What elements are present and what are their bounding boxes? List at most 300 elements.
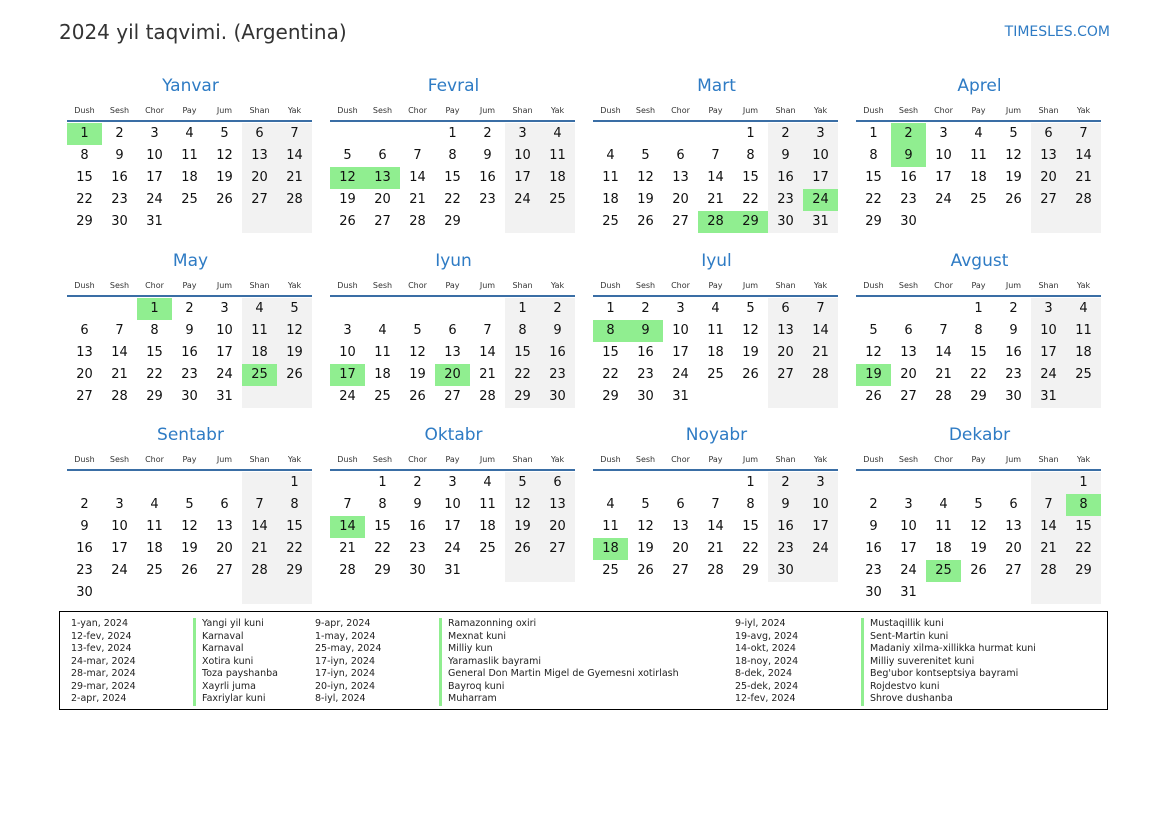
day-cell[interactable]: 13	[1031, 145, 1066, 167]
day-cell[interactable]: 23	[768, 538, 803, 560]
day-cell[interactable]: 20	[1005, 541, 1022, 556]
day-cell[interactable]: 9	[540, 320, 575, 342]
day-cell[interactable]: 18	[1066, 342, 1101, 364]
day-cell[interactable]: 28	[111, 389, 128, 404]
day-cell[interactable]: 5	[220, 126, 229, 141]
day-cell[interactable]: 1	[378, 475, 387, 490]
holiday-day-cell[interactable]: 24	[803, 189, 838, 211]
day-cell[interactable]: 13	[540, 494, 575, 516]
day-cell[interactable]: 24	[803, 538, 838, 560]
day-cell[interactable]: 4	[483, 475, 492, 490]
day-cell[interactable]: 12	[637, 519, 654, 534]
day-cell[interactable]: 11	[181, 148, 198, 163]
day-cell[interactable]: 7	[115, 323, 124, 338]
day-cell[interactable]: 2	[80, 497, 89, 512]
day-cell[interactable]: 19	[637, 541, 654, 556]
day-cell[interactable]: 3	[505, 123, 540, 145]
day-cell[interactable]: 21	[707, 192, 724, 207]
day-cell[interactable]: 26	[1005, 192, 1022, 207]
day-cell[interactable]: 1	[606, 301, 615, 316]
day-cell[interactable]: 13	[1005, 519, 1022, 534]
day-cell[interactable]: 30	[637, 389, 654, 404]
day-cell[interactable]: 3	[150, 126, 159, 141]
day-cell[interactable]: 8	[869, 148, 878, 163]
day-cell[interactable]: 6	[378, 148, 387, 163]
day-cell[interactable]: 28	[277, 189, 312, 211]
day-cell[interactable]: 17	[1031, 342, 1066, 364]
day-cell[interactable]: 19	[216, 170, 233, 185]
day-cell[interactable]: 6	[904, 323, 913, 338]
day-cell[interactable]: 18	[374, 367, 391, 382]
day-cell[interactable]: 28	[409, 214, 426, 229]
holiday-day-cell[interactable]: 9	[628, 320, 663, 342]
day-cell[interactable]: 14	[277, 145, 312, 167]
day-cell[interactable]: 11	[1066, 320, 1101, 342]
day-cell[interactable]: 5	[413, 323, 422, 338]
day-cell[interactable]: 3	[115, 497, 124, 512]
day-cell[interactable]: 10	[900, 519, 917, 534]
day-cell[interactable]: 12	[865, 345, 882, 360]
day-cell[interactable]: 21	[277, 167, 312, 189]
day-cell[interactable]: 14	[409, 170, 426, 185]
day-cell[interactable]: 26	[409, 389, 426, 404]
day-cell[interactable]: 2	[1009, 301, 1018, 316]
day-cell[interactable]: 30	[768, 560, 803, 582]
day-cell[interactable]: 12	[1005, 148, 1022, 163]
day-cell[interactable]: 22	[970, 367, 987, 382]
day-cell[interactable]: 13	[672, 170, 689, 185]
day-cell[interactable]: 5	[746, 301, 755, 316]
day-cell[interactable]: 13	[900, 345, 917, 360]
day-cell[interactable]: 14	[1066, 145, 1101, 167]
day-cell[interactable]: 11	[540, 145, 575, 167]
day-cell[interactable]: 22	[602, 367, 619, 382]
day-cell[interactable]: 21	[935, 367, 952, 382]
day-cell[interactable]: 7	[277, 123, 312, 145]
day-cell[interactable]: 8	[505, 320, 540, 342]
day-cell[interactable]: 27	[444, 389, 461, 404]
day-cell[interactable]: 8	[746, 497, 755, 512]
day-cell[interactable]: 23	[900, 192, 917, 207]
day-cell[interactable]: 10	[216, 323, 233, 338]
day-cell[interactable]: 27	[900, 389, 917, 404]
day-cell[interactable]: 27	[216, 563, 233, 578]
day-cell[interactable]: 23	[637, 367, 654, 382]
day-cell[interactable]: 10	[505, 145, 540, 167]
day-cell[interactable]: 1	[746, 126, 755, 141]
day-cell[interactable]: 15	[1066, 516, 1101, 538]
day-cell[interactable]: 9	[115, 148, 124, 163]
day-cell[interactable]: 17	[672, 345, 689, 360]
day-cell[interactable]: 12	[181, 519, 198, 534]
day-cell[interactable]: 25	[970, 192, 987, 207]
day-cell[interactable]: 4	[1066, 298, 1101, 320]
day-cell[interactable]: 19	[1005, 170, 1022, 185]
day-cell[interactable]: 2	[768, 472, 803, 494]
day-cell[interactable]: 14	[707, 170, 724, 185]
day-cell[interactable]: 28	[479, 389, 496, 404]
day-cell[interactable]: 30	[768, 211, 803, 233]
day-cell[interactable]: 9	[413, 497, 422, 512]
day-cell[interactable]: 5	[641, 148, 650, 163]
day-cell[interactable]: 25	[540, 189, 575, 211]
holiday-day-cell[interactable]: 17	[330, 364, 365, 386]
day-cell[interactable]: 30	[111, 214, 128, 229]
day-cell[interactable]: 8	[974, 323, 983, 338]
day-cell[interactable]: 3	[343, 323, 352, 338]
holiday-day-cell[interactable]: 20	[435, 364, 470, 386]
day-cell[interactable]: 5	[974, 497, 983, 512]
day-cell[interactable]: 27	[672, 563, 689, 578]
day-cell[interactable]: 4	[540, 123, 575, 145]
day-cell[interactable]: 27	[540, 538, 575, 560]
day-cell[interactable]: 22	[1066, 538, 1101, 560]
holiday-day-cell[interactable]: 12	[330, 167, 365, 189]
holiday-day-cell[interactable]: 19	[856, 364, 891, 386]
day-cell[interactable]: 12	[637, 170, 654, 185]
day-cell[interactable]: 28	[803, 364, 838, 386]
day-cell[interactable]: 17	[803, 516, 838, 538]
day-cell[interactable]: 22	[865, 192, 882, 207]
day-cell[interactable]: 11	[602, 519, 619, 534]
day-cell[interactable]: 26	[339, 214, 356, 229]
day-cell[interactable]: 16	[181, 345, 198, 360]
day-cell[interactable]: 15	[865, 170, 882, 185]
day-cell[interactable]: 2	[115, 126, 124, 141]
day-cell[interactable]: 12	[505, 494, 540, 516]
day-cell[interactable]: 8	[80, 148, 89, 163]
day-cell[interactable]: 8	[150, 323, 159, 338]
day-cell[interactable]: 1	[448, 126, 457, 141]
day-cell[interactable]: 7	[483, 323, 492, 338]
holiday-day-cell[interactable]: 29	[733, 211, 768, 233]
site-link[interactable]: TIMESLES.COM	[1004, 24, 1110, 40]
day-cell[interactable]: 1	[277, 472, 312, 494]
day-cell[interactable]: 23	[409, 541, 426, 556]
day-cell[interactable]: 17	[146, 170, 163, 185]
day-cell[interactable]: 12	[216, 148, 233, 163]
day-cell[interactable]: 25	[181, 192, 198, 207]
day-cell[interactable]: 14	[479, 345, 496, 360]
day-cell[interactable]: 24	[935, 192, 952, 207]
holiday-day-cell[interactable]: 14	[330, 516, 365, 538]
day-cell[interactable]: 4	[606, 148, 615, 163]
day-cell[interactable]: 26	[865, 389, 882, 404]
day-cell[interactable]: 20	[900, 367, 917, 382]
day-cell[interactable]: 1	[505, 298, 540, 320]
day-cell[interactable]: 11	[970, 148, 987, 163]
day-cell[interactable]: 9	[768, 145, 803, 167]
day-cell[interactable]: 22	[374, 541, 391, 556]
day-cell[interactable]: 29	[444, 214, 461, 229]
day-cell[interactable]: 26	[277, 364, 312, 386]
day-cell[interactable]: 22	[444, 192, 461, 207]
day-cell[interactable]: 23	[76, 563, 93, 578]
day-cell[interactable]: 17	[505, 167, 540, 189]
day-cell[interactable]: 24	[111, 563, 128, 578]
day-cell[interactable]: 26	[970, 563, 987, 578]
day-cell[interactable]: 23	[1005, 367, 1022, 382]
day-cell[interactable]: 6	[1009, 497, 1018, 512]
day-cell[interactable]: 6	[448, 323, 457, 338]
day-cell[interactable]: 13	[444, 345, 461, 360]
day-cell[interactable]: 26	[637, 563, 654, 578]
day-cell[interactable]: 21	[409, 192, 426, 207]
day-cell[interactable]: 20	[76, 367, 93, 382]
day-cell[interactable]: 19	[277, 342, 312, 364]
day-cell[interactable]: 7	[242, 494, 277, 516]
day-cell[interactable]: 17	[444, 519, 461, 534]
day-cell[interactable]: 16	[768, 167, 803, 189]
day-cell[interactable]: 27	[672, 214, 689, 229]
day-cell[interactable]: 1	[869, 126, 878, 141]
day-cell[interactable]: 18	[479, 519, 496, 534]
day-cell[interactable]: 6	[676, 497, 685, 512]
day-cell[interactable]: 31	[444, 563, 461, 578]
day-cell[interactable]: 26	[216, 192, 233, 207]
day-cell[interactable]: 22	[505, 364, 540, 386]
day-cell[interactable]: 15	[970, 345, 987, 360]
day-cell[interactable]: 7	[343, 497, 352, 512]
day-cell[interactable]: 7	[1066, 123, 1101, 145]
day-cell[interactable]: 2	[413, 475, 422, 490]
holiday-day-cell[interactable]: 8	[593, 320, 628, 342]
day-cell[interactable]: 12	[970, 519, 987, 534]
day-cell[interactable]: 31	[216, 389, 233, 404]
day-cell[interactable]: 4	[974, 126, 983, 141]
day-cell[interactable]: 8	[448, 148, 457, 163]
day-cell[interactable]: 24	[900, 563, 917, 578]
day-cell[interactable]: 11	[374, 345, 391, 360]
day-cell[interactable]: 2	[869, 497, 878, 512]
day-cell[interactable]: 15	[742, 519, 759, 534]
day-cell[interactable]: 7	[413, 148, 422, 163]
day-cell[interactable]: 19	[339, 192, 356, 207]
day-cell[interactable]: 17	[900, 541, 917, 556]
day-cell[interactable]: 6	[1031, 123, 1066, 145]
day-cell[interactable]: 20	[672, 541, 689, 556]
day-cell[interactable]: 24	[444, 541, 461, 556]
day-cell[interactable]: 9	[1009, 323, 1018, 338]
day-cell[interactable]: 27	[1005, 563, 1022, 578]
day-cell[interactable]: 14	[803, 320, 838, 342]
day-cell[interactable]: 21	[242, 538, 277, 560]
day-cell[interactable]: 22	[742, 541, 759, 556]
day-cell[interactable]: 19	[637, 192, 654, 207]
day-cell[interactable]: 14	[707, 519, 724, 534]
day-cell[interactable]: 21	[803, 342, 838, 364]
day-cell[interactable]: 20	[540, 516, 575, 538]
day-cell[interactable]: 27	[1031, 189, 1066, 211]
day-cell[interactable]: 3	[803, 123, 838, 145]
day-cell[interactable]: 31	[672, 389, 689, 404]
day-cell[interactable]: 13	[216, 519, 233, 534]
day-cell[interactable]: 16	[409, 519, 426, 534]
day-cell[interactable]: 5	[1009, 126, 1018, 141]
day-cell[interactable]: 7	[1031, 494, 1066, 516]
day-cell[interactable]: 3	[448, 475, 457, 490]
day-cell[interactable]: 23	[479, 192, 496, 207]
day-cell[interactable]: 7	[939, 323, 948, 338]
day-cell[interactable]: 10	[146, 148, 163, 163]
day-cell[interactable]: 6	[768, 298, 803, 320]
day-cell[interactable]: 27	[374, 214, 391, 229]
day-cell[interactable]: 24	[505, 189, 540, 211]
day-cell[interactable]: 9	[80, 519, 89, 534]
day-cell[interactable]: 24	[146, 192, 163, 207]
day-cell[interactable]: 6	[676, 148, 685, 163]
day-cell[interactable]: 16	[540, 342, 575, 364]
holiday-day-cell[interactable]: 13	[365, 167, 400, 189]
day-cell[interactable]: 30	[900, 214, 917, 229]
day-cell[interactable]: 1	[746, 475, 755, 490]
day-cell[interactable]: 15	[76, 170, 93, 185]
day-cell[interactable]: 31	[1031, 386, 1066, 408]
day-cell[interactable]: 11	[707, 323, 724, 338]
day-cell[interactable]: 15	[374, 519, 391, 534]
day-cell[interactable]: 29	[602, 389, 619, 404]
day-cell[interactable]: 10	[672, 323, 689, 338]
day-cell[interactable]: 26	[505, 538, 540, 560]
day-cell[interactable]: 23	[768, 189, 803, 211]
day-cell[interactable]: 27	[76, 389, 93, 404]
day-cell[interactable]: 30	[540, 386, 575, 408]
day-cell[interactable]: 25	[146, 563, 163, 578]
day-cell[interactable]: 18	[602, 192, 619, 207]
day-cell[interactable]: 23	[865, 563, 882, 578]
day-cell[interactable]: 29	[970, 389, 987, 404]
day-cell[interactable]: 22	[146, 367, 163, 382]
day-cell[interactable]: 8	[746, 148, 755, 163]
day-cell[interactable]: 20	[216, 541, 233, 556]
day-cell[interactable]: 29	[1066, 560, 1101, 582]
day-cell[interactable]: 4	[185, 126, 194, 141]
day-cell[interactable]: 13	[768, 320, 803, 342]
day-cell[interactable]: 16	[1005, 345, 1022, 360]
day-cell[interactable]: 11	[935, 519, 952, 534]
day-cell[interactable]: 13	[242, 145, 277, 167]
day-cell[interactable]: 4	[378, 323, 387, 338]
day-cell[interactable]: 14	[111, 345, 128, 360]
day-cell[interactable]: 15	[444, 170, 461, 185]
day-cell[interactable]: 5	[641, 497, 650, 512]
day-cell[interactable]: 16	[900, 170, 917, 185]
day-cell[interactable]: 27	[242, 189, 277, 211]
holiday-day-cell[interactable]: 8	[1066, 494, 1101, 516]
day-cell[interactable]: 24	[672, 367, 689, 382]
day-cell[interactable]: 10	[803, 494, 838, 516]
day-cell[interactable]: 12	[409, 345, 426, 360]
day-cell[interactable]: 16	[479, 170, 496, 185]
day-cell[interactable]: 5	[869, 323, 878, 338]
day-cell[interactable]: 26	[181, 563, 198, 578]
holiday-day-cell[interactable]: 9	[891, 145, 926, 167]
day-cell[interactable]: 30	[181, 389, 198, 404]
day-cell[interactable]: 21	[1031, 538, 1066, 560]
day-cell[interactable]: 25	[602, 214, 619, 229]
day-cell[interactable]: 28	[1066, 189, 1101, 211]
day-cell[interactable]: 28	[1031, 560, 1066, 582]
day-cell[interactable]: 18	[970, 170, 987, 185]
day-cell[interactable]: 9	[869, 519, 878, 534]
day-cell[interactable]: 21	[111, 367, 128, 382]
day-cell[interactable]: 29	[505, 386, 540, 408]
day-cell[interactable]: 18	[707, 345, 724, 360]
day-cell[interactable]: 15	[505, 342, 540, 364]
day-cell[interactable]: 29	[742, 563, 759, 578]
day-cell[interactable]: 2	[768, 123, 803, 145]
day-cell[interactable]: 14	[242, 516, 277, 538]
day-cell[interactable]: 14	[935, 345, 952, 360]
day-cell[interactable]: 30	[1005, 389, 1022, 404]
day-cell[interactable]: 18	[540, 167, 575, 189]
day-cell[interactable]: 18	[181, 170, 198, 185]
day-cell[interactable]: 31	[146, 214, 163, 229]
day-cell[interactable]: 6	[80, 323, 89, 338]
holiday-day-cell[interactable]: 28	[698, 211, 733, 233]
day-cell[interactable]: 11	[602, 170, 619, 185]
day-cell[interactable]: 3	[939, 126, 948, 141]
day-cell[interactable]: 28	[242, 560, 277, 582]
day-cell[interactable]: 10	[111, 519, 128, 534]
day-cell[interactable]: 10	[803, 145, 838, 167]
day-cell[interactable]: 20	[768, 342, 803, 364]
day-cell[interactable]: 15	[602, 345, 619, 360]
day-cell[interactable]: 2	[483, 126, 492, 141]
day-cell[interactable]: 4	[939, 497, 948, 512]
day-cell[interactable]: 7	[711, 497, 720, 512]
holiday-day-cell[interactable]: 1	[67, 123, 102, 145]
day-cell[interactable]: 9	[768, 494, 803, 516]
day-cell[interactable]: 17	[216, 345, 233, 360]
day-cell[interactable]: 20	[672, 192, 689, 207]
day-cell[interactable]: 19	[970, 541, 987, 556]
day-cell[interactable]: 2	[641, 301, 650, 316]
day-cell[interactable]: 29	[146, 389, 163, 404]
day-cell[interactable]: 4	[242, 298, 277, 320]
day-cell[interactable]: 13	[672, 519, 689, 534]
day-cell[interactable]: 10	[444, 497, 461, 512]
day-cell[interactable]: 10	[1031, 320, 1066, 342]
day-cell[interactable]: 5	[343, 148, 352, 163]
day-cell[interactable]: 16	[111, 170, 128, 185]
holiday-day-cell[interactable]: 25	[242, 364, 277, 386]
day-cell[interactable]: 10	[935, 148, 952, 163]
day-cell[interactable]: 29	[76, 214, 93, 229]
day-cell[interactable]: 31	[803, 211, 838, 233]
day-cell[interactable]: 21	[339, 541, 356, 556]
day-cell[interactable]: 22	[742, 192, 759, 207]
day-cell[interactable]: 1	[1066, 472, 1101, 494]
day-cell[interactable]: 25	[479, 541, 496, 556]
day-cell[interactable]: 22	[76, 192, 93, 207]
day-cell[interactable]: 15	[146, 345, 163, 360]
holiday-day-cell[interactable]: 18	[593, 538, 628, 560]
day-cell[interactable]: 30	[76, 585, 93, 600]
day-cell[interactable]: 15	[277, 516, 312, 538]
day-cell[interactable]: 23	[181, 367, 198, 382]
day-cell[interactable]: 5	[185, 497, 194, 512]
day-cell[interactable]: 3	[1031, 298, 1066, 320]
day-cell[interactable]: 17	[935, 170, 952, 185]
day-cell[interactable]: 25	[374, 389, 391, 404]
day-cell[interactable]: 30	[409, 563, 426, 578]
day-cell[interactable]: 18	[935, 541, 952, 556]
day-cell[interactable]: 24	[1031, 364, 1066, 386]
day-cell[interactable]: 20	[1031, 167, 1066, 189]
day-cell[interactable]: 29	[277, 560, 312, 582]
day-cell[interactable]: 20	[374, 192, 391, 207]
